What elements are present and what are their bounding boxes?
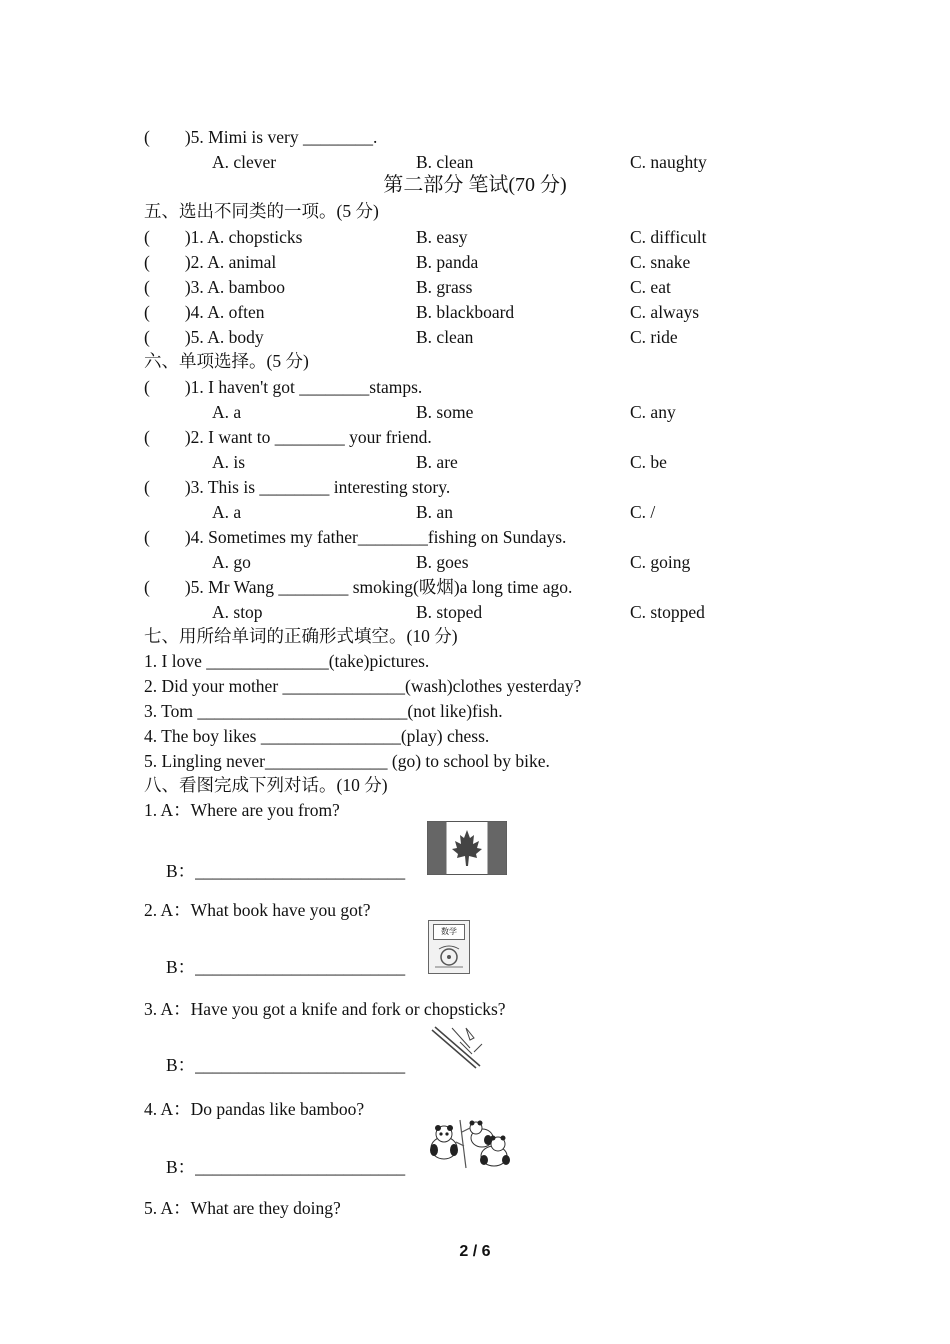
- s5-q4-c: C. always: [630, 302, 700, 322]
- section-8-title: 八、看图完成下列对话。(10 分): [144, 775, 388, 795]
- book-label: 数学: [433, 924, 465, 940]
- s8-q3-b: B：________________________: [166, 1055, 406, 1075]
- s8-q3-a: 3. A：Have you got a knife and fork or chopsticks?: [144, 999, 506, 1019]
- question-stem: ( )5. Mimi is very ________.: [144, 127, 378, 147]
- s5-q1-c: C. difficult: [630, 227, 707, 247]
- section-6-title: 六、单项选择。(5 分): [144, 351, 309, 371]
- s6-q4-c: C. going: [630, 552, 691, 572]
- s6-q3-a: A. a: [212, 502, 242, 522]
- s5-q2: ( )2. A. animal: [144, 252, 277, 272]
- option-c: C. naughty: [630, 152, 707, 172]
- s6-q4-b: B. goes: [416, 552, 469, 572]
- s8-q2-a: 2. A：What book have you got?: [144, 900, 371, 920]
- pandas-bamboo-icon: [426, 1118, 514, 1174]
- s5-q3: ( )3. A. bamboo: [144, 277, 285, 297]
- s5-q2-c: C. snake: [630, 252, 691, 272]
- s6-q5-c: C. stopped: [630, 602, 705, 622]
- s8-q5-a: 5. A：What are they doing?: [144, 1198, 341, 1218]
- s8-q4-b: B：________________________: [166, 1157, 406, 1177]
- s8-q4-a: 4. A：Do pandas like bamboo?: [144, 1099, 365, 1119]
- s5-q2-b: B. panda: [416, 252, 479, 272]
- s7-q2: 2. Did your mother ______________(wash)clothes yesterday?: [144, 676, 582, 696]
- s6-q1: ( )1. I haven't got ________stamps.: [144, 377, 423, 397]
- s6-q5-a: A. stop: [212, 602, 263, 622]
- s6-q2-b: B. are: [416, 452, 458, 472]
- s6-q3-c: C. /: [630, 502, 656, 522]
- s6-q3-b: B. an: [416, 502, 453, 522]
- part-title: 第二部分 笔试(70 分): [383, 174, 567, 196]
- s6-q1-a: A. a: [212, 402, 242, 422]
- s5-q1-b: B. easy: [416, 227, 468, 247]
- s6-q2-a: A. is: [212, 452, 246, 472]
- s6-q5-b: B. stoped: [416, 602, 483, 622]
- chopsticks-knife-fork-icon: [430, 1024, 485, 1070]
- s6-q4: ( )4. Sometimes my father________fishing on Sundays.: [144, 527, 567, 547]
- s6-q1-c: C. any: [630, 402, 676, 422]
- s7-q4: 4. The boy likes ________________(play) chess.: [144, 726, 490, 746]
- section-5-title: 五、选出不同类的一项。(5 分): [144, 201, 379, 221]
- page-number: 2 / 6: [459, 1243, 491, 1260]
- book-cover-art-icon: [433, 941, 465, 969]
- s5-q4-b: B. blackboard: [416, 302, 515, 322]
- s8-q1-b: B：________________________: [166, 861, 406, 881]
- s7-q5: 5. Lingling never______________ (go) to school by bike.: [144, 751, 550, 771]
- option-b: B. clean: [416, 152, 474, 172]
- s5-q5: ( )5. A. body: [144, 327, 264, 347]
- s7-q1: 1. I love ______________(take)pictures.: [144, 651, 430, 671]
- s8-q2-b: B：________________________: [166, 957, 406, 977]
- s5-q3-c: C. eat: [630, 277, 671, 297]
- s7-q3: 3. Tom ________________________(not like)fish.: [144, 701, 503, 721]
- s6-q4-a: A. go: [212, 552, 251, 572]
- s5-q5-c: C. ride: [630, 327, 678, 347]
- math-book-icon: [428, 920, 470, 974]
- s5-q4: ( )4. A. often: [144, 302, 265, 322]
- s6-q1-b: B. some: [416, 402, 474, 422]
- option-a: A. clever: [212, 152, 277, 172]
- s5-q3-b: B. grass: [416, 277, 473, 297]
- s6-q5: ( )5. Mr Wang ________ smoking(吸烟)a long time ago.: [144, 577, 573, 597]
- s8-q1-a: 1. A：Where are you from?: [144, 800, 340, 820]
- s6-q3: ( )3. This is ________ interesting story.: [144, 477, 451, 497]
- s6-q2-c: C. be: [630, 452, 667, 472]
- s5-q5-b: B. clean: [416, 327, 474, 347]
- section-7-title: 七、用所给单词的正确形式填空。(10 分): [144, 626, 458, 646]
- s5-q1: ( )1. A. chopsticks: [144, 227, 303, 247]
- s6-q2: ( )2. I want to ________ your friend.: [144, 427, 432, 447]
- canada-flag-icon: [427, 821, 507, 875]
